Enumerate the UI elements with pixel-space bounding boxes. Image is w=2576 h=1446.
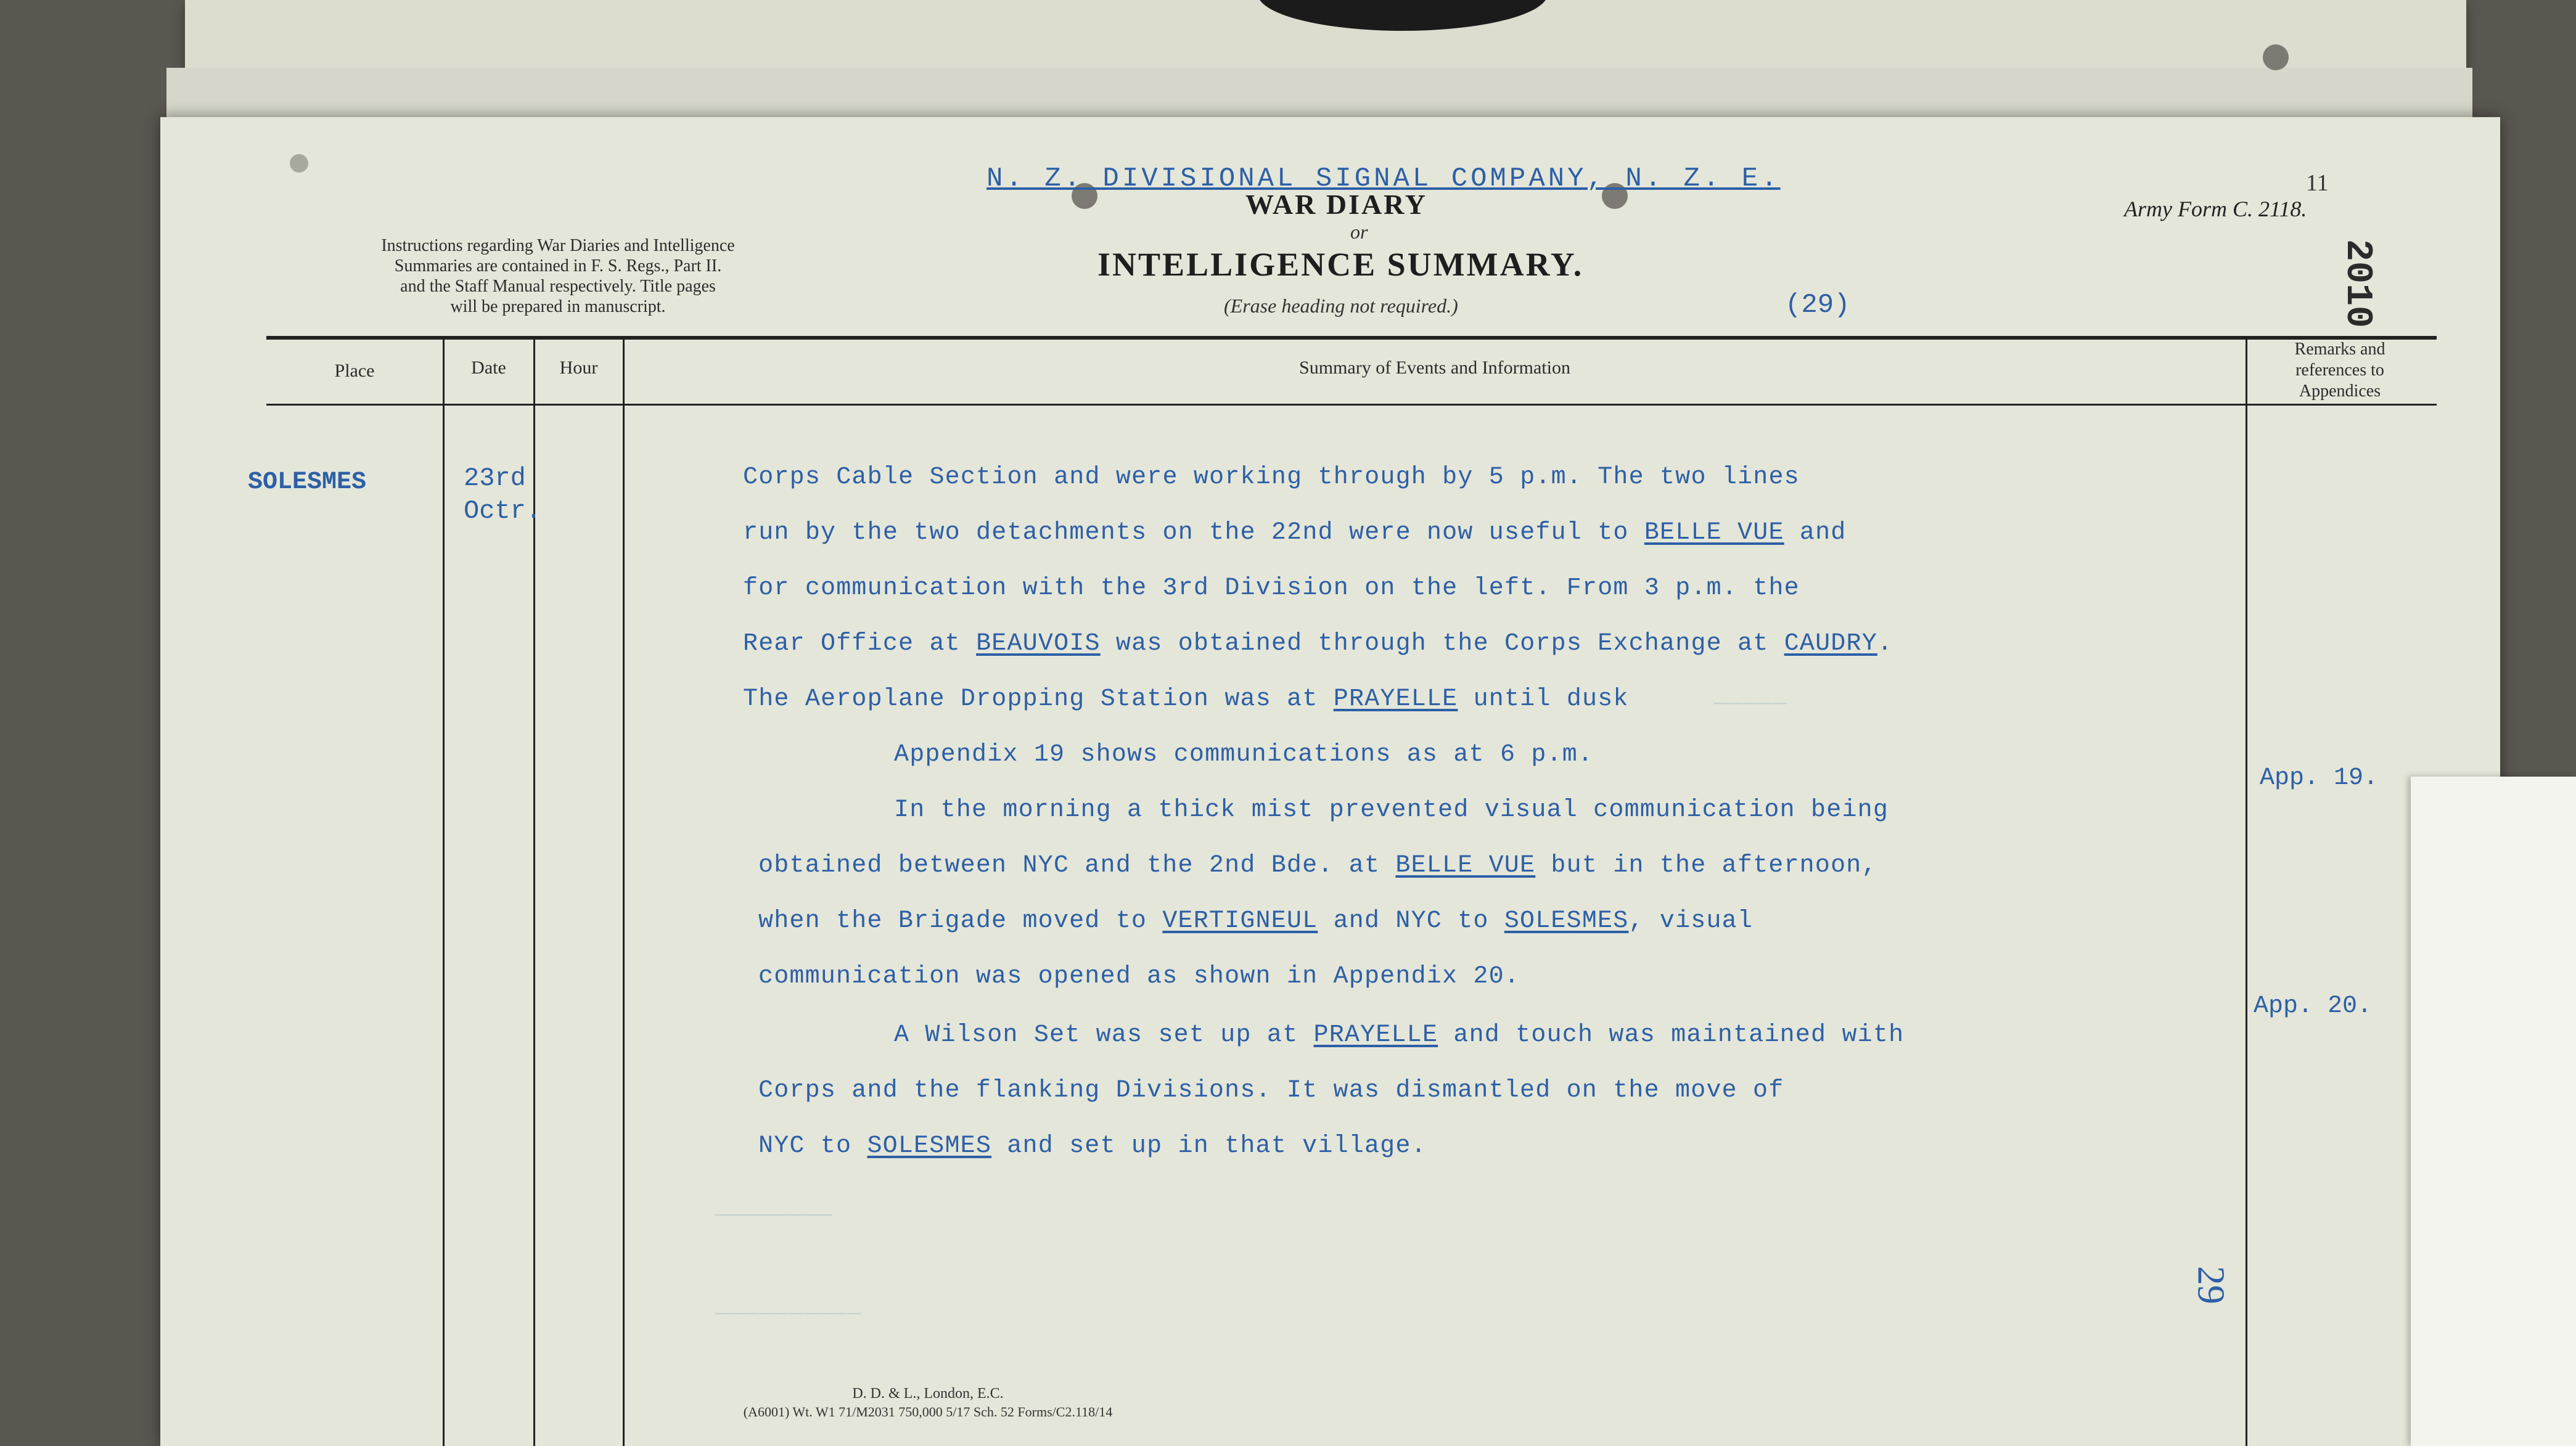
entry-date-day: 23rd	[464, 464, 526, 493]
place-name: BELLE VUE	[1644, 519, 1784, 547]
remarks-header-line: Appendices	[2299, 382, 2381, 401]
place-name: VERTIGNEUL	[1162, 907, 1318, 935]
summary-text: until dusk	[1458, 685, 1629, 713]
summary-text: A Wilson Set was set up at	[894, 1021, 1314, 1049]
column-header-summary: Summary of Events and Information	[1299, 357, 1570, 378]
summary-text: NYC to	[758, 1132, 868, 1160]
title-or: or	[1350, 221, 1368, 243]
punch-mark	[290, 154, 308, 173]
summary-line	[758, 852, 1877, 880]
column-divider	[2246, 338, 2247, 1446]
title-war-diary: WAR DIARY	[1245, 189, 1428, 220]
place-name: SOLESMES	[867, 1132, 992, 1160]
summary-line: for communication with the 3rd Division on the left. From 3 p.m. the	[743, 574, 1800, 602]
column-divider	[443, 338, 445, 1446]
entry-date-month: Octr.	[464, 496, 542, 526]
form-reference: (A6001) Wt. W1 71/M2031 750,000 5/17 Sch. 52 Forms/C2.118/14	[743, 1404, 1113, 1419]
summary-line	[743, 519, 1847, 547]
column-header-remarks	[2247, 339, 2432, 402]
summary-text: obtained between NYC and the 2nd Bde. at	[758, 852, 1396, 880]
page-reference: (29)	[1785, 290, 1850, 321]
place-name: PRAYELLE	[1313, 1021, 1438, 1049]
summary-line: In the morning a thick mist prevented visual communication being	[894, 796, 1889, 824]
show-through-text: —————	[1714, 690, 1788, 717]
summary-text: The Aeroplane Dropping Station was at	[743, 685, 1334, 713]
folio-number-top: 11	[2306, 170, 2329, 196]
overlapping-paper-slip	[2411, 777, 2576, 1446]
summary-line	[894, 1021, 1904, 1049]
summary-text: run by the two detachments on the 22nd were now useful to	[743, 519, 1644, 547]
summary-text: and	[1784, 519, 1847, 547]
rotated-stamp-text: 2010	[2336, 239, 2378, 329]
appendix-reference: App. 20.	[2254, 992, 2373, 1020]
summary-text: and set up in that village.	[991, 1132, 1427, 1160]
punch-hole	[2263, 44, 2289, 70]
table-top-rule	[266, 336, 2437, 340]
instructions-line: Summaries are contained in F. S. Regs., Part II.	[394, 256, 722, 276]
summary-line: Appendix 19 shows communications as at 6 p.m.	[894, 741, 1594, 769]
erase-note: (Erase heading not required.)	[1224, 295, 1458, 317]
instructions-line: Instructions regarding War Diaries and Intelligence	[381, 236, 735, 255]
summary-line	[743, 685, 1629, 713]
army-form-number: Army Form C. 2118.	[2124, 197, 2307, 221]
remarks-header-line: Remarks and	[2294, 340, 2385, 359]
header-bottom-rule	[266, 404, 2437, 406]
column-header-place: Place	[334, 361, 375, 381]
summary-line	[758, 1132, 1427, 1160]
place-name: BELLE VUE	[1395, 852, 1536, 880]
place-name: PRAYELLE	[1333, 685, 1458, 713]
unit-heading: N. Z. DIVISIONAL SIGNAL COMPANY, N. Z. E.	[987, 163, 1781, 194]
instructions-line: will be prepared in manuscript.	[450, 297, 666, 316]
title-intelligence-summary: INTELLIGENCE SUMMARY.	[1097, 246, 1584, 283]
summary-text: Rear Office at	[743, 630, 977, 658]
summary-line: communication was opened as shown in Appendix 20.	[758, 963, 1520, 991]
summary-text: and touch was maintained with	[1438, 1021, 1905, 1049]
column-header-date: Date	[471, 357, 506, 378]
entry-place: SOLESMES	[248, 468, 367, 496]
column-header-hour: Hour	[559, 357, 598, 378]
summary-text: , visual	[1628, 907, 1754, 935]
place-name: BEAUVOIS	[976, 630, 1101, 658]
instructions-line: and the Staff Manual respectively. Title pages	[400, 277, 716, 296]
instructions-block	[281, 235, 835, 317]
summary-line	[743, 630, 1893, 658]
summary-line: Corps Cable Section and were working through by 5 p.m. The two lines	[743, 464, 1800, 491]
folio-number-bottom	[2186, 1257, 2235, 1313]
folio-number-text: 29	[2189, 1266, 2232, 1304]
summary-line	[758, 907, 1753, 935]
summary-text: when the Brigade moved to	[758, 907, 1163, 935]
column-divider	[623, 338, 625, 1446]
show-through-text: ————————	[715, 1202, 833, 1228]
show-through-text: ——————————	[715, 1301, 863, 1327]
summary-line: Corps and the flanking Divisions. It was dismantled on the move of	[758, 1077, 1784, 1105]
remarks-header-line: references to	[2295, 361, 2384, 380]
summary-text: and NYC to	[1318, 907, 1504, 935]
printer-imprint: D. D. & L., London, E.C.	[852, 1386, 1004, 1402]
summary-text: .	[1877, 630, 1893, 658]
place-name: SOLESMES	[1504, 907, 1629, 935]
summary-text: was obtained through the Corps Exchange at	[1100, 630, 1784, 658]
summary-text: but in the afternoon,	[1535, 852, 1877, 880]
rotated-stamp	[2329, 239, 2385, 329]
place-name: CAUDRY	[1784, 630, 1877, 658]
appendix-reference: App. 19.	[2260, 764, 2379, 792]
